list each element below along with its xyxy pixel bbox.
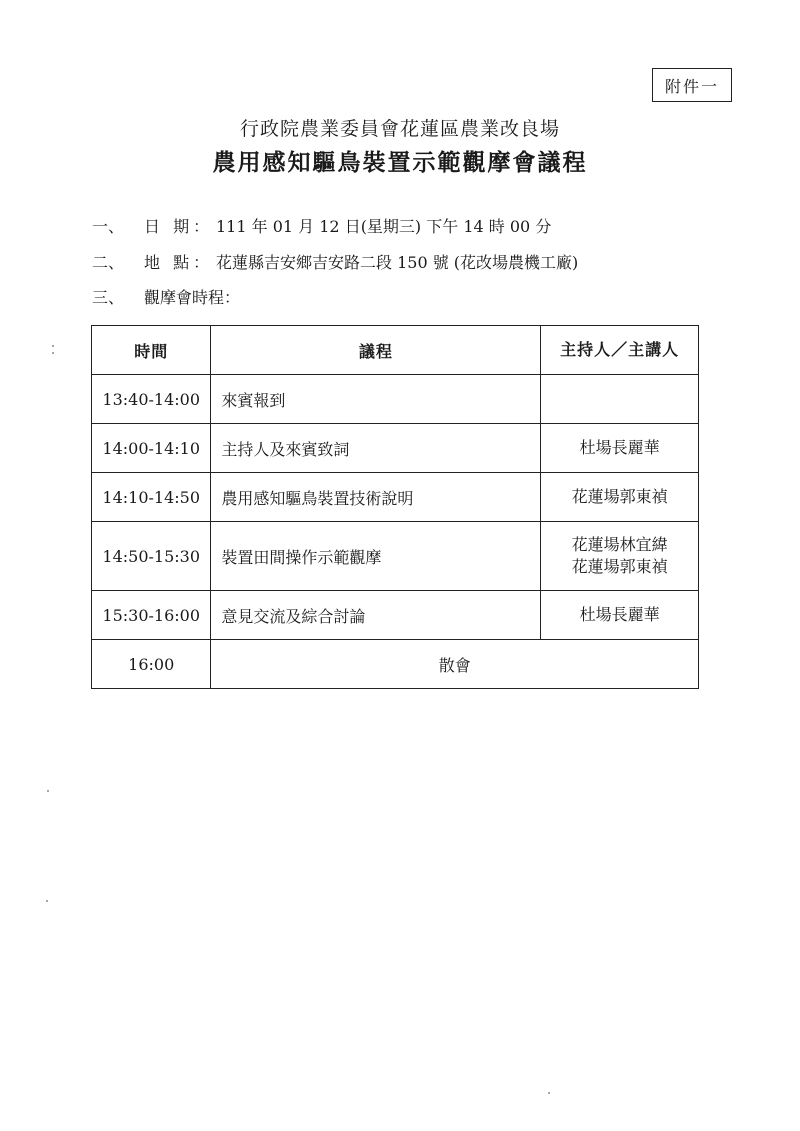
table-header-row: [92, 326, 699, 375]
info-label: 地 點：: [144, 253, 214, 272]
header-host: 主持人／主講人: [541, 326, 699, 375]
info-number: 二、: [92, 253, 125, 272]
row-agenda: 意見交流及綜合討論: [211, 591, 541, 640]
info-label: 日 期：: [144, 217, 214, 236]
info-value: 花蓮縣吉安鄉吉安路二段 150 號 (花改場農機工廠): [216, 253, 579, 272]
info-label: 觀摩會時程：: [144, 288, 241, 307]
info-schedule: [92, 285, 240, 308]
row-agenda: 農用感知驅鳥裝置技術說明: [211, 473, 541, 522]
host-name: 花蓮場林宜緯: [571, 535, 668, 554]
header-agenda: 議程: [211, 326, 541, 375]
document-title: 農用感知驅鳥裝置示範觀摩會議程: [212, 149, 588, 176]
row-host: [541, 522, 699, 591]
host-name: 花蓮場郭東禎: [571, 487, 668, 506]
scan-speck: [46, 900, 48, 902]
row-host: [541, 591, 699, 640]
row-time: 13:40-14:00: [92, 375, 211, 424]
row-time: 14:00-14:10: [92, 424, 211, 473]
attachment-label: 附件一: [652, 68, 732, 102]
table-row: [92, 375, 699, 424]
info-date: [92, 214, 551, 237]
table-row: [92, 591, 699, 640]
host-name: 花蓮場郭東禎: [571, 557, 668, 576]
table-row-closing: [92, 640, 699, 689]
info-number: 一、: [92, 217, 125, 236]
scan-speck: [52, 345, 54, 347]
scan-speck: [52, 352, 54, 354]
table-row: [92, 473, 699, 522]
row-host: [541, 473, 699, 522]
info-number: 三、: [92, 288, 125, 307]
row-host: [541, 424, 699, 473]
row-host: [541, 375, 699, 424]
info-value: 111 年 01 月 12 日(星期三) 下午 14 時 00 分: [216, 217, 552, 236]
agenda-table: [91, 325, 699, 689]
row-time: 16:00: [92, 640, 211, 689]
row-agenda: 裝置田間操作示範觀摩: [211, 522, 541, 591]
header-time: 時間: [92, 326, 211, 375]
row-agenda: 散會: [211, 640, 699, 689]
row-time: 14:50-15:30: [92, 522, 211, 591]
host-name: 杜場長麗華: [579, 605, 660, 624]
table-row: [92, 522, 699, 591]
host-name: 杜場長麗華: [579, 438, 660, 457]
row-agenda: 主持人及來賓致詞: [211, 424, 541, 473]
table-row: [92, 424, 699, 473]
organization-name: 行政院農業委員會花蓮區農業改良場: [239, 118, 560, 140]
scan-speck: [548, 1092, 550, 1094]
scan-speck: [47, 790, 49, 792]
row-agenda: 來賓報到: [211, 375, 541, 424]
info-location: [92, 250, 578, 273]
row-time: 15:30-16:00: [92, 591, 211, 640]
row-time: 14:10-14:50: [92, 473, 211, 522]
